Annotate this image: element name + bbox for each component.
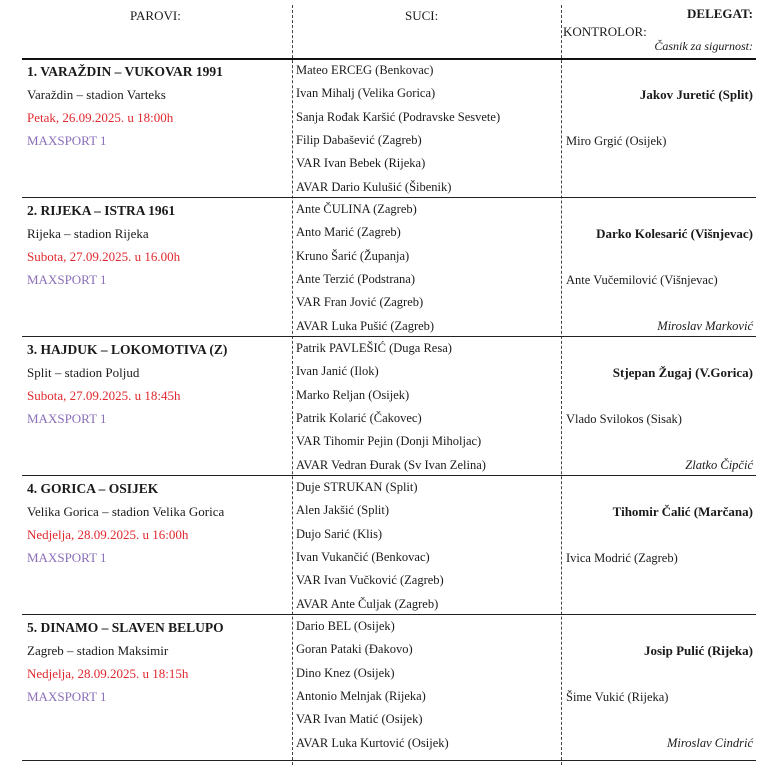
referee-name: Filip Dabašević (Zagreb) <box>296 132 422 147</box>
referee-name: VAR Tihomir Pejin (Donji Miholjac) <box>296 434 482 449</box>
match-title: 5. DINAMO – SLAVEN BELUPO <box>27 620 224 635</box>
match-row <box>0 338 765 476</box>
match-title: 3. HAJDUK – LOKOMOTIVA (Z) <box>27 342 228 357</box>
referee-name: AVAR Ante Čuljak (Zagreb) <box>296 596 439 611</box>
delegate-name: Josip Pulić (Rijeka) <box>643 643 753 658</box>
referee-name: VAR Ivan Matić (Osijek) <box>296 712 423 727</box>
referee-name: Sanja Rođak Karšić (Podravske Sesvete) <box>296 109 501 124</box>
header-controller: KONTROLOR: <box>563 24 647 39</box>
controller-name: Ante Vučemilović (Višnjevac) <box>566 273 718 287</box>
referee-name: Mateo ERCEG (Benkovac) <box>296 63 434 77</box>
match-tv-channel: MAXSPORT 1 <box>27 689 107 704</box>
match-tv-channel: MAXSPORT 1 <box>27 550 107 565</box>
referee-name: Ante Terzić (Podstrana) <box>296 271 415 286</box>
match-tv-channel: MAXSPORT 1 <box>27 133 107 148</box>
controller-name: Ivica Modrić (Zagreb) <box>566 551 678 565</box>
referee-name: VAR Ivan Bebek (Rijeka) <box>296 156 426 171</box>
referee-name: Alen Jakšić (Split) <box>296 503 390 518</box>
security-officer-name: Miroslav Cindrić <box>667 736 753 750</box>
referee-name: Kruno Šarić (Županja) <box>296 248 410 263</box>
referee-name: Dino Knez (Osijek) <box>296 665 395 680</box>
controller-name: Vlado Svilokos (Sisak) <box>566 412 682 426</box>
match-venue: Velika Gorica – stadion Velika Gorica <box>27 504 225 519</box>
match-title: 1. VARAŽDIN – VUKOVAR 1991 <box>27 64 223 79</box>
referee-name: Ivan Janić (Ilok) <box>296 364 379 379</box>
match-title: 2. RIJEKA – ISTRA 1961 <box>27 203 176 218</box>
referee-name: Anto Marić (Zagreb) <box>296 225 401 240</box>
security-officer-name: Zlatko Čipčić <box>685 458 753 472</box>
header-pairs: PAROVI: <box>130 8 181 23</box>
referee-name: Dario BEL (Osijek) <box>296 619 395 633</box>
referee-name: Duje STRUKAN (Split) <box>296 480 418 494</box>
match-title: 4. GORICA – OSIJEK <box>27 481 159 496</box>
controller-name: Miro Grgić (Osijek) <box>566 134 667 148</box>
header-officer: Časnik za sigurnost: <box>654 39 753 53</box>
match-date: Petak, 26.09.2025. u 18:00h <box>27 110 174 125</box>
referee-name: AVAR Luka Kurtović (Osijek) <box>296 735 449 750</box>
row-divider <box>22 760 756 761</box>
referee-name: Dujo Sarić (Klis) <box>296 526 383 541</box>
referee-name: Ivan Vukančić (Benkovac) <box>296 549 430 564</box>
match-row <box>0 60 765 198</box>
referee-name: AVAR Luka Pušić (Zagreb) <box>296 318 435 333</box>
match-venue: Zagreb – stadion Maksimir <box>27 643 169 658</box>
referee-name: Patrik Kolarić (Čakovec) <box>296 410 422 425</box>
security-officer-name: Miroslav Marković <box>657 319 753 333</box>
header-referees: SUCI: <box>405 8 439 23</box>
match-venue: Varaždin – stadion Varteks <box>27 87 166 102</box>
match-tv-channel: MAXSPORT 1 <box>27 411 107 426</box>
match-date: Subota, 27.09.2025. u 18:45h <box>27 388 181 403</box>
table-header <box>0 0 765 60</box>
referee-name: Goran Pataki (Đakovo) <box>296 642 413 657</box>
delegate-name: Darko Kolesarić (Višnjevac) <box>596 226 753 241</box>
referee-name: Antonio Melnjak (Rijeka) <box>296 688 426 703</box>
delegate-name: Tihomir Čalić (Marčana) <box>612 504 753 519</box>
delegate-name: Jakov Juretić (Split) <box>639 87 753 102</box>
match-date: Nedjelja, 28.09.2025. u 18:15h <box>27 666 189 681</box>
delegate-name: Stjepan Žugaj (V.Gorica) <box>612 365 753 380</box>
referee-name: VAR Ivan Vučković (Zagreb) <box>296 573 444 588</box>
referee-name: AVAR Vedran Đurak (Sv Ivan Zelina) <box>296 457 486 472</box>
match-date: Nedjelja, 28.09.2025. u 16:00h <box>27 527 189 542</box>
referee-name: Ante ČULINA (Zagreb) <box>296 202 417 216</box>
match-venue: Split – stadion Poljud <box>27 365 140 380</box>
match-date: Subota, 27.09.2025. u 16.00h <box>27 249 181 264</box>
referee-name: Marko Reljan (Osijek) <box>296 387 410 402</box>
referee-name: AVAR Dario Kulušić (Šibenik) <box>296 179 452 194</box>
controller-name: Šime Vukić (Rijeka) <box>566 690 669 704</box>
referee-name: VAR Fran Jović (Zagreb) <box>296 295 424 310</box>
match-venue: Rijeka – stadion Rijeka <box>27 226 149 241</box>
header-delegate: DELEGAT: <box>687 6 753 21</box>
match-tv-channel: MAXSPORT 1 <box>27 272 107 287</box>
match-row <box>0 199 765 337</box>
match-row <box>0 477 765 615</box>
referee-name: Patrik PAVLEŠIĆ (Duga Resa) <box>296 341 452 355</box>
referee-name: Ivan Mihalj (Velika Gorica) <box>296 86 436 101</box>
match-row <box>0 616 765 754</box>
